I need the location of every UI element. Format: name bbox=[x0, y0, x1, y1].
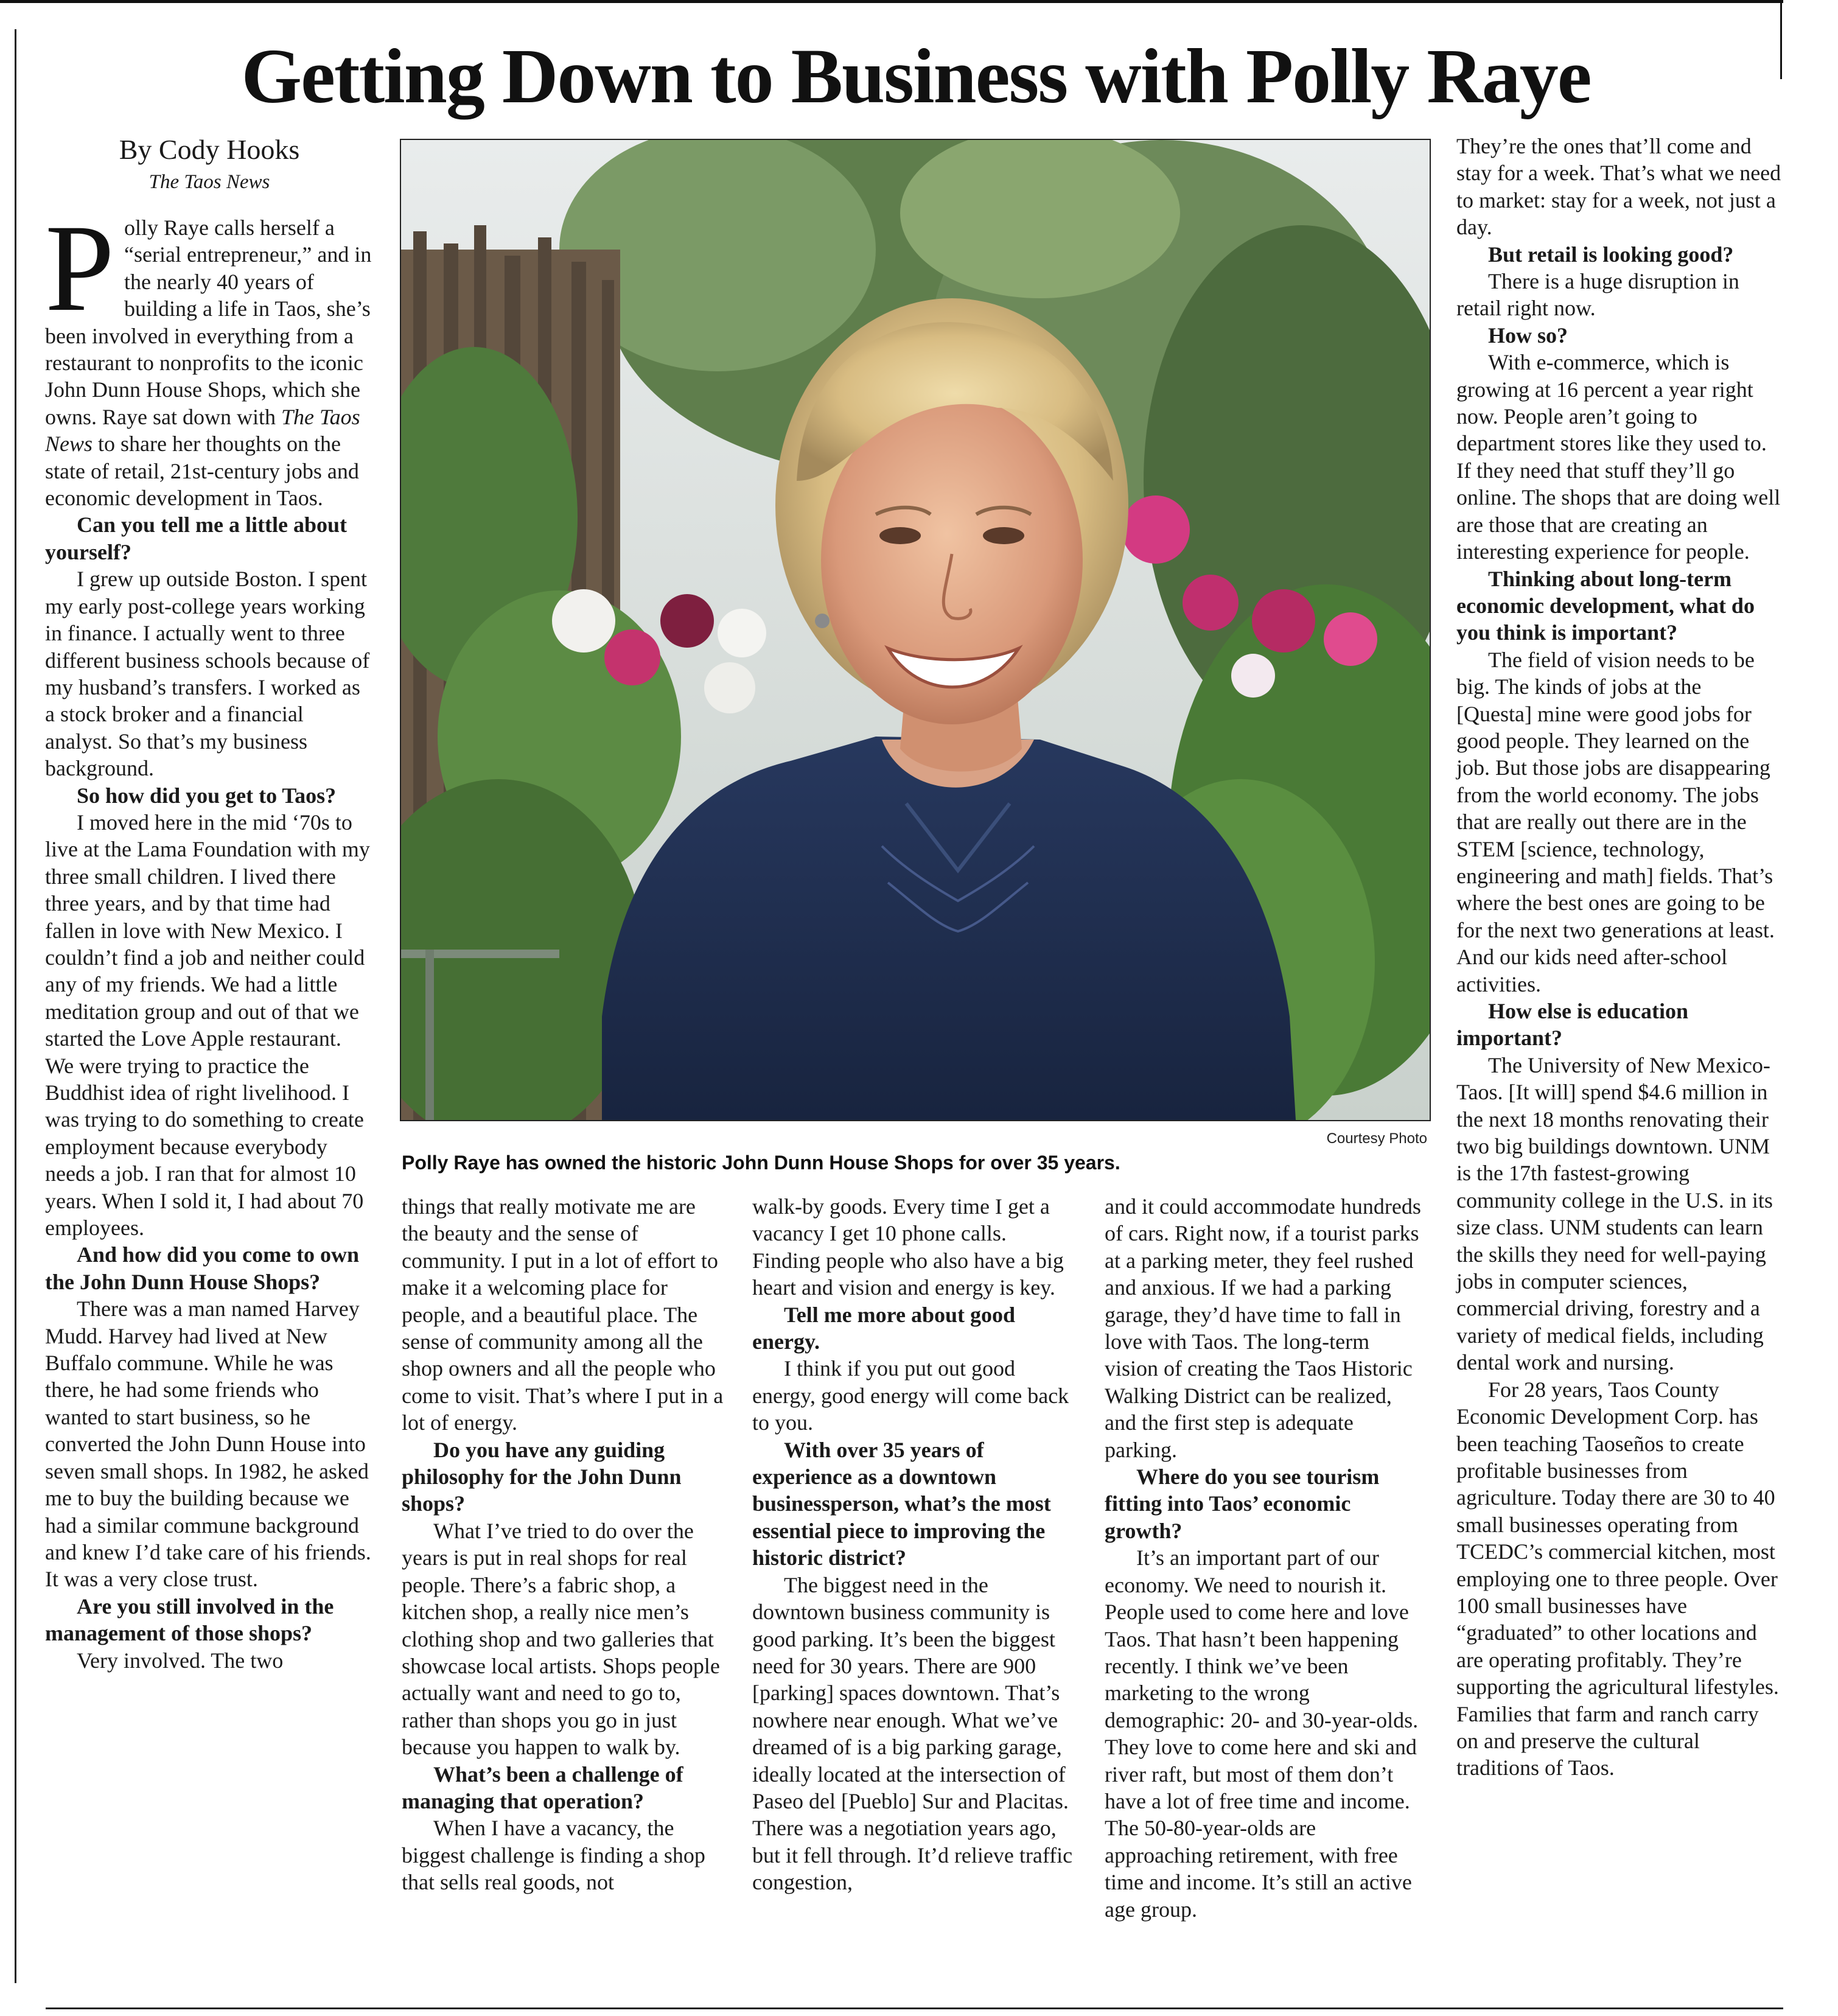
byline-author: By Cody Hooks bbox=[119, 134, 300, 165]
question-heading: And how did you come to own the John Dunn House Shops? bbox=[45, 1242, 360, 1294]
answer-paragraph: I think if you put out good energy, good energy will come back to you. bbox=[752, 1356, 1069, 1435]
question-heading: How else is education important? bbox=[1456, 999, 1688, 1051]
article-column-1 bbox=[45, 199, 375, 1674]
answer-paragraph: What I’ve tried to do over the years is put in real shops for real people. There’s a fabric shop, a kitchen shop, a really nice men’s clothing shop and two galleries that showcase local artists. Shops people actually want and need to go to, rather than shops you go in just because you happen to walk by. bbox=[402, 1518, 720, 1760]
photo-caption: Polly Raye has owned the historic John Dunn House Shops for over 35 years. bbox=[402, 1152, 1120, 1174]
article-column-5 bbox=[1456, 133, 1781, 1782]
headline: Getting Down to Business with Polly Raye bbox=[241, 33, 1591, 119]
answer-paragraph: There was a man named Harvey Mudd. Harvey had lived at New Buffalo commune. While he was there, he had some friends who wanted to start business, so he converted the John Dunn House into seven small shops. In 1982, he asked me to buy the building because we had a similar commune background and knew I’d take care of his friends. It was a very close trust. bbox=[45, 1297, 371, 1592]
answer-paragraph: With e-commerce, which is growing at 16 percent a year right now. People aren’t going to department stores like they used to. If they need that stuff they’ll go online. The shops that are doing well are those that are creating an interesting experience for people. bbox=[1456, 350, 1781, 564]
question-heading: What’s been a challenge of managing that operation? bbox=[402, 1762, 683, 1813]
answer-paragraph: For 28 years, Taos County Economic Development Corp. has been teaching Taoseños to create profitable businesses from agriculture. Today there are 30 to 40 small businesses operating from TCEDC’s commercial kitchen, most employing one to three people. Over 100 small businesses have “graduated” to other locations and are operating profitably. They’re supporting the agricultural lifestyles. Families that farm and ranch carry on and preserve the cultural traditions of Taos. bbox=[1456, 1377, 1779, 1780]
answer-paragraph: When I have a vacancy, the biggest challenge is finding a shop that sells real goods, not bbox=[402, 1816, 705, 1895]
answer-paragraph: I grew up outside Boston. I spent my early post-college years working in finance. I actually went to three different business schools because of my husband’s transfers. I worked as a stock broker and a financial analyst. So that’s my business background. bbox=[45, 567, 370, 781]
question-heading: Can you tell me a little about yourself? bbox=[45, 513, 347, 564]
answer-paragraph: The field of vision needs to be big. The kinds of jobs at the [Questa] mine were good jobs for good people. They learned on the job. But those jobs are disappearing from the world economy. The jobs that are really out there are in the STEM [science, technology, engineering and math] fields. That’s where the best ones are going to be for the next two generations at least. And our kids need after-school activities. bbox=[1456, 647, 1775, 996]
intro-paragraph: Polly Raye calls herself a “serial entrepreneur,” and in the nearly 40 years of building a life in Taos, she’s been involved in everything from a restaurant to nonprofits to the iconic John Dunn House Shops, which she owns. Raye sat down with The Taos News to share her thoughts on the state of retail, 21st-century jobs and economic development in Taos. bbox=[45, 199, 372, 511]
answer-paragraph: The University of New Mexico-Taos. [It will] spend $4.6 million in the next 18 months renovating their two big buildings downtown. UNM is the 17th fastest-growing community college in the U.S. in its size class. UNM students can learn the skills they need for well-paying jobs in computer sciences, commercial driving, forestry and a variety of medical fields, including dental work and nursing. bbox=[1456, 1052, 1773, 1375]
question-heading: With over 35 years of experience as a downtown businessperson, what’s the most essential piece to improving the historic district? bbox=[752, 1437, 1051, 1570]
article-column-2 bbox=[402, 1193, 725, 1896]
byline bbox=[45, 133, 374, 195]
question-heading: But retail is looking good? bbox=[1488, 242, 1734, 267]
answer-paragraph: and it could accommodate hundreds of cars. Right now, if a tourist parks at a parking meter, they feel rushed and anxious. If we had a parking garage, they’d have time to fall in love with Taos. The long-term vision of creating the Taos Historic Walking District can be realized, and the first step is adequate parking. bbox=[1105, 1194, 1421, 1462]
question-heading: Tell me more about good energy. bbox=[752, 1302, 1016, 1354]
byline-publication: The Taos News bbox=[149, 171, 270, 193]
answer-paragraph: I moved here in the mid ‘70s to live at the Lama Foundation with my three small children. I lived there three years, and by that time had fallen in love with New Mexico. I couldn’t find a job and neither could any of my friends. We had a little meditation group and out of that we started the Love Apple restaurant. We were trying to practice the Buddhist idea of right livelihood. I was trying to do something to create employment because everybody needs a job. I ran that for almost 10 years. When I sold it, I had about 70 employees. bbox=[45, 810, 370, 1241]
drop-cap: P bbox=[45, 199, 115, 337]
answer-paragraph: They’re the ones that’ll come and stay for a week. That’s what we need to market: stay for a week, not just a day. bbox=[1456, 134, 1781, 240]
article-column-4 bbox=[1105, 1193, 1428, 1923]
answer-paragraph: things that really motivate me are the beauty and the sense of community. I put in a lot of effort to make it a welcoming place for people, and a beautiful place. The sense of community among all the shop owners and all the people who come to visit. That’s where I put in a lot of energy. bbox=[402, 1194, 724, 1435]
answer-paragraph: The biggest need in the downtown business community is good parking. It’s been the biggest need for 30 years. There are 900 [parking] spaces downtown. That’s nowhere near enough. What we’ve dreamed of is a big parking garage, ideally located at the intersection of Paseo del [Pueblo] Sur and Placitas. There was a negotiation years ago, but it fell through. It’d relieve traffic congestion, bbox=[752, 1572, 1073, 1895]
question-heading: Thinking about long-term economic development, what do you think is important? bbox=[1456, 566, 1755, 645]
answer-paragraph: There is a huge disruption in retail right now. bbox=[1456, 269, 1739, 321]
answer-paragraph: Very involved. The two bbox=[77, 1648, 284, 1673]
photo-credit: Courtesy Photo bbox=[1326, 1130, 1427, 1147]
portrait-photo bbox=[400, 139, 1431, 1121]
article-column-3 bbox=[752, 1193, 1074, 1896]
question-heading: Where do you see tourism fitting into Taos’ economic growth? bbox=[1105, 1465, 1380, 1543]
question-heading: So how did you get to Taos? bbox=[77, 783, 337, 808]
answer-paragraph: It’s an important part of our economy. We need to nourish it. People used to come here and love Taos. That hasn’t been happening recently. I think we’ve been marketing to the wrong demographic: 20- and 30-year-olds. They love to come here and ski and river raft, but most of them don’t have a lot of free time and income. The 50-80-year-olds are approaching retirement, with free time and income. It’s still an active age group. bbox=[1105, 1545, 1419, 1922]
left-column-rule bbox=[15, 29, 16, 1983]
question-heading: Are you still involved in the management of those shops? bbox=[45, 1594, 334, 1646]
publication-name: The Taos News bbox=[45, 404, 360, 457]
question-heading: How so? bbox=[1488, 323, 1568, 348]
top-rule bbox=[0, 0, 1783, 3]
answer-paragraph: walk-by goods. Every time I get a vacancy I get 10 phone calls. Finding people who also have a big heart and vision and energy is key. bbox=[752, 1194, 1064, 1300]
portrait-photo-illustration bbox=[401, 140, 1430, 1120]
bottom-rule bbox=[46, 2007, 1783, 2009]
question-heading: Do you have any guiding philosophy for the John Dunn shops? bbox=[402, 1437, 682, 1516]
